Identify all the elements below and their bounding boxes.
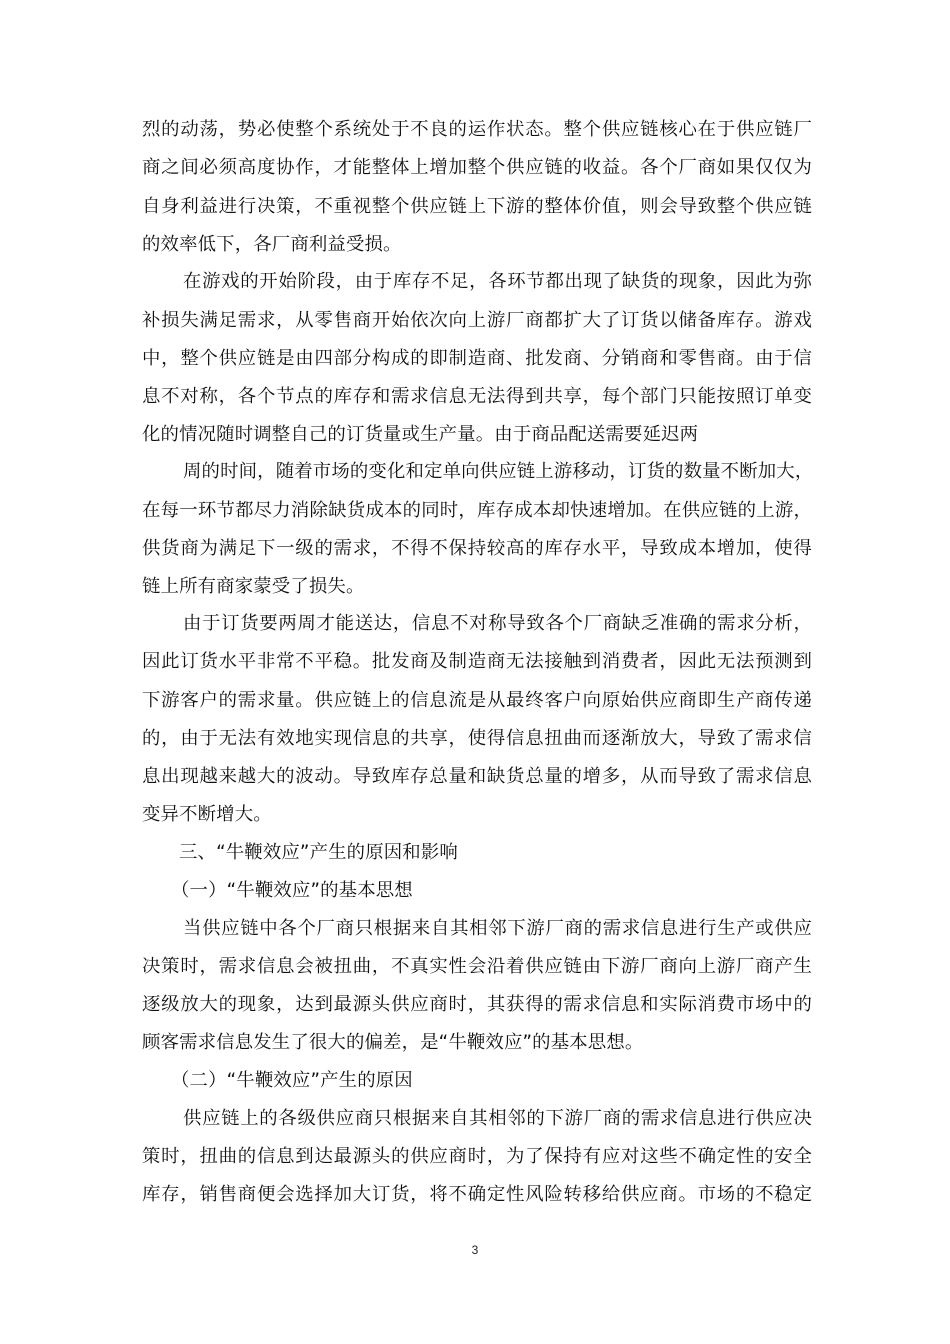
text-line: 自身利益进行决策，不重视整个供应链上下游的整体价值，则会导致整个供应链 [142, 196, 812, 217]
text-line: 息出现越来越大的波动。导致库存总量和缺货总量的增多，从而导致了需求信息 [142, 766, 812, 787]
text-line: 中，整个供应链是由四部分构成的即制造商、批发商、分销商和零售商。由于信 [142, 348, 812, 369]
text-line: 顾客需求信息发生了很大的偏差，是“牛鞭效应”的基本思想。 [142, 1032, 644, 1053]
text-line: 策时，扭曲的信息到达最源头的供应商时，为了保持有应对这些不确定性的安全 [142, 1146, 812, 1167]
text-line: 商之间必须高度协作，才能整体上增加整个供应链的收益。各个厂商如果仅仅为 [142, 157, 812, 178]
page-number: 3 [471, 1243, 479, 1257]
text-line: 的效率低下，各厂商利益受损。 [142, 234, 402, 255]
paragraph-first-line: 周的时间，随着市场的变化和定单向供应链上游移动，订货的数量不断加大， [183, 461, 814, 482]
paragraph-first-line: 在游戏的开始阶段，由于库存不足，各环节都出现了缺货的现象，因此为弥 [183, 271, 812, 292]
section-heading: 三、“牛鞭效应”产生的原因和影响 [179, 842, 458, 863]
text-line: 化的情况随时调整自己的订货量或生产量。由于商品配送需要延迟两 [142, 424, 699, 445]
text-line: 决策时，需求信息会被扭曲，不真实性会沿着供应链由下游厂商向上游厂商产生 [142, 956, 812, 977]
paragraph-first-line: 当供应链中各个厂商只根据来自其相邻下游厂商的需求信息进行生产或供应 [183, 918, 812, 939]
text-line: 变异不断增大。 [142, 804, 272, 825]
text-line: 下游客户的需求量。供应链上的信息流是从最终客户向原始供应商即生产商传递 [142, 690, 812, 711]
text-line: 链上所有商家蒙受了损失。 [142, 576, 365, 597]
subsection-heading: （一）“牛鞭效应”的基本思想 [171, 880, 413, 901]
text-line: 补损失满足需求，从零售商开始依次向上游厂商都扩大了订货以储备库存。游戏 [142, 310, 812, 331]
text-line: 逐级放大的现象，达到最源头供应商时，其获得的需求信息和实际消费市场中的 [142, 994, 812, 1015]
text-line: 供货商为满足下一级的需求，不得不保持较高的库存水平，导致成本增加，使得 [142, 538, 812, 559]
text-line: 息不对称，各个节点的库存和需求信息无法得到共享，每个部门只能按照订单变 [142, 386, 812, 407]
text-line: 的，由于无法有效地实现信息的共享，使得信息扭曲而逐渐放大，导致了需求信 [142, 728, 812, 749]
paragraph-first-line: 供应链上的各级供应商只根据来自其相邻的下游厂商的需求信息进行供应决 [183, 1108, 812, 1129]
paragraph-first-line: 由于订货要两周才能送达，信息不对称导致各个厂商缺乏准确的需求分析， [183, 613, 812, 634]
text-line: 烈的动荡，势必使整个系统处于不良的运作状态。整个供应链核心在于供应链厂 [142, 119, 812, 140]
subsection-heading: （二）“牛鞭效应”产生的原因 [171, 1070, 413, 1091]
text-line: 在每一环节都尽力消除缺货成本的同时，库存成本却快速增加。在供应链的上游， [142, 500, 812, 521]
text-line: 因此订货水平非常不平稳。批发商及制造商无法接触到消费者，因此无法预测到 [142, 651, 812, 672]
text-line: 库存，销售商便会选择加大订货，将不确定性风险转移给供应商。市场的不稳定 [142, 1184, 812, 1205]
